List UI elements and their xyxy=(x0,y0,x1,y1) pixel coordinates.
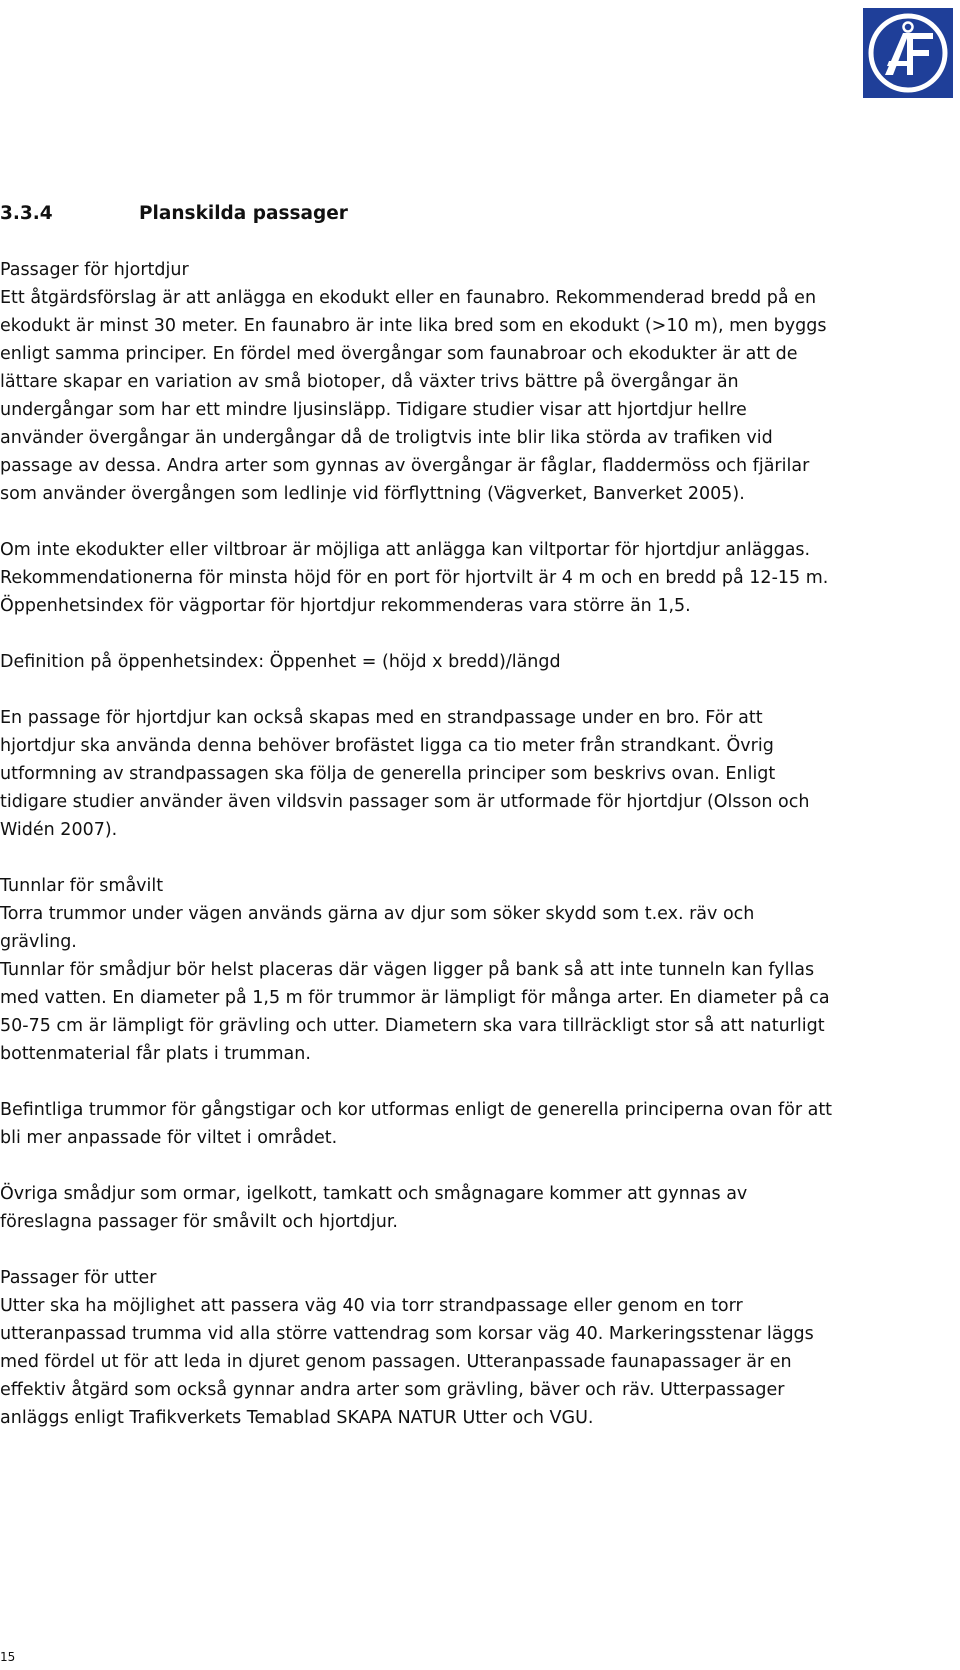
paragraph: Utter ska ha möjlighet att passera väg 40 via torr strandpassage eller genom en torr utteranpassad trumma vid alla större vattendrag som korsar väg 40. Markeringsstenar läggs med fördel ut för att leda in djuret genom passagen. Utteranpassade faunapassager är en effektiv åtgärd som också gynnar andra arter som grävling, bäver och räv. Utterpassager anläggs enligt Trafikverkets Temablad SKAPA NATUR Utter och VGU. xyxy=(0,1296,814,1428)
section-heading xyxy=(0,200,835,228)
paragraph-block xyxy=(0,1096,835,1152)
paragraph-block xyxy=(0,648,835,676)
paragraph-block xyxy=(0,1264,835,1432)
paragraph: Torra trummor under vägen används gärna av djur som söker skydd som t.ex. räv och grävling. xyxy=(0,904,755,952)
paragraph: Om inte ekodukter eller viltbroar är möjliga att anlägga kan viltportar för hjortdjur anläggas. Rekommendationerna för minsta höjd för en port för hjortvilt är 4 m och en bredd på 12-15 m. Öppenhetsindex för vägportar för hjortdjur rekommenderas vara större än 1,5. xyxy=(0,540,829,616)
paragraph: En passage för hjortdjur kan också skapas med en strandpassage under en bro. För att hjortdjur ska använda denna behöver brofästet ligga ca tio meter från strandkant. Övrig utformning av strandpassagen ska följa de generella principer som beskrivs ovan. Enligt tidigare studier använder även vildsvin passager som är utformade för hjortdjur (Olsson och Widén 2007). xyxy=(0,708,810,840)
subheading: Passager för utter xyxy=(0,1268,157,1288)
paragraph-block xyxy=(0,536,835,620)
paragraph-block xyxy=(0,1180,835,1236)
company-logo-icon xyxy=(863,8,953,98)
paragraph: Övriga smådjur som ormar, igelkott, tamkatt och smågnagare kommer att gynnas av föreslagna passager för småvilt och hjortdjur. xyxy=(0,1184,748,1232)
subheading: Passager för hjortdjur xyxy=(0,260,189,280)
paragraph-block xyxy=(0,256,835,508)
paragraph: Tunnlar för smådjur bör helst placeras där vägen ligger på bank så att inte tunneln kan fyllas med vatten. En diameter på 1,5 m för trummor är lämpligt för många arter. En diameter på ca 50-75 cm är lämpligt för grävling och utter. Diametern ska vara tillräckligt stor så att naturligt bottenmaterial får plats i trumman. xyxy=(0,960,830,1064)
subheading: Tunnlar för småvilt xyxy=(0,876,164,896)
document-body xyxy=(0,200,835,1460)
page-number: 15 xyxy=(0,1650,16,1664)
section-title: Planskilda passager xyxy=(139,203,348,224)
paragraph-block xyxy=(0,872,835,1068)
section-number: 3.3.4 xyxy=(0,203,53,224)
paragraph: Ett åtgärdsförslag är att anlägga en ekodukt eller en faunabro. Rekommenderad bredd på en ekodukt är minst 30 meter. En faunabro är inte lika bred som en ekodukt (>10 m), men byggs enligt samma principer. En fördel med övergångar som faunabroar och ekodukter är att de lättare skapar en variation av små biotoper, då växter trivs bättre på övergångar än undergångar som har ett mindre ljusinsläpp. Tidigare studier visar att hjortdjur hellre använder övergångar än undergångar då de troligtvis inte blir lika störda av trafiken vid passage av dessa. Andra arter som gynnas av övergångar är fåglar, fladdermöss och fjärilar som använder övergången som ledlinje vid förflyttning (Vägverket, Banverket 2005). xyxy=(0,288,827,504)
paragraph-block xyxy=(0,704,835,844)
definition: Definition på öppenhetsindex: Öppenhet = (höjd x bredd)/längd xyxy=(0,652,561,672)
paragraph: Befintliga trummor för gångstigar och kor utformas enligt de generella principerna ovan för att bli mer anpassade för viltet i området. xyxy=(0,1100,833,1148)
